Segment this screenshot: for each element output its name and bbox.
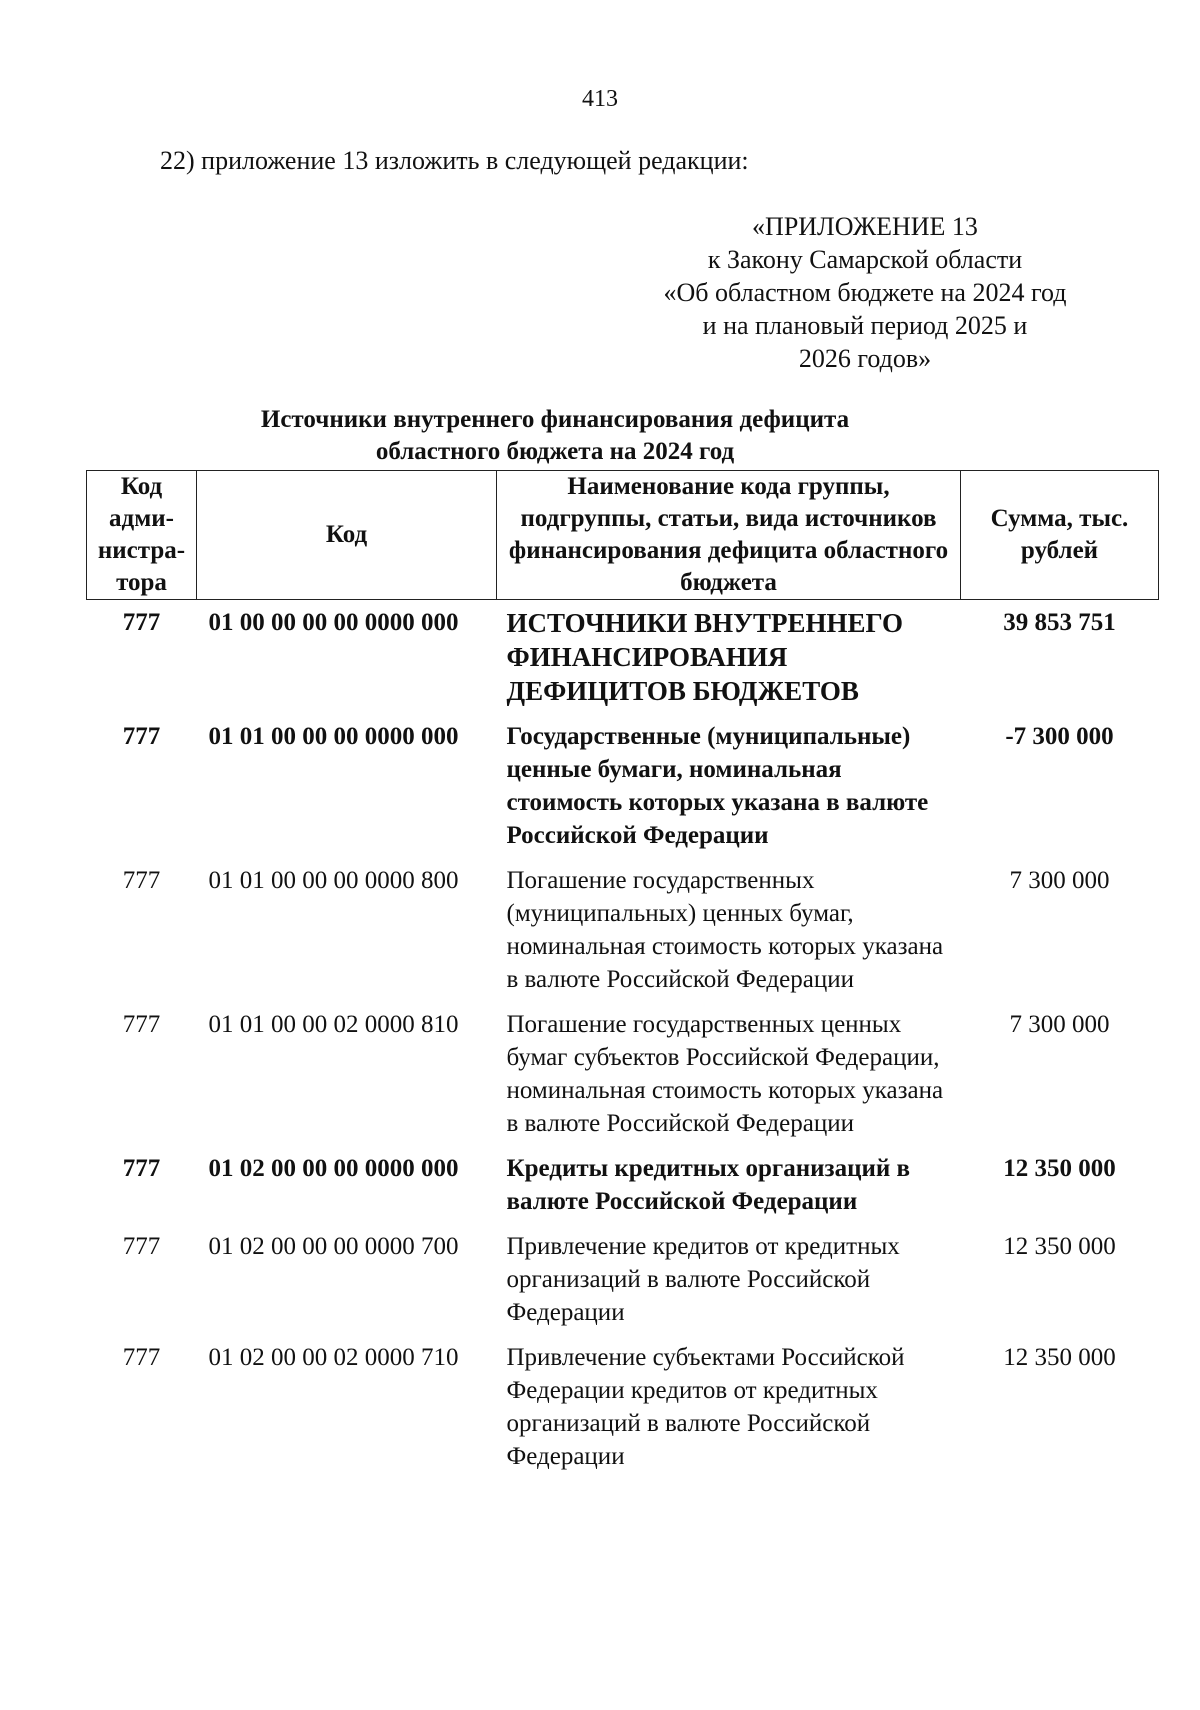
cell-name: Государственные (муниципальные) ценные бумаги, номинальная стоимость которых указана в валюте Российской Федерации bbox=[506, 723, 929, 849]
appendix-line: «ПРИЛОЖЕНИЕ 13 bbox=[752, 212, 978, 241]
cell-code: 01 00 00 00 00 0000 000 bbox=[208, 609, 459, 636]
cell-sum: 7 300 000 bbox=[1009, 867, 1110, 894]
table-row bbox=[87, 1002, 1159, 1146]
document-title bbox=[160, 404, 950, 468]
table-row bbox=[87, 714, 1159, 858]
document-title-line: Источники внутреннего финансирования дефицита bbox=[260, 406, 850, 433]
cell-admin: 777 bbox=[122, 723, 161, 750]
table-row bbox=[87, 858, 1159, 1002]
cell-sum: 39 853 751 bbox=[1003, 609, 1116, 636]
financing-sources-table bbox=[86, 470, 1159, 1479]
cell-name: Привлечение кредитов от кредитных организаций в валюте Российской Федерации bbox=[506, 1233, 900, 1326]
intro-text: 22) приложение 13 изложить в следующей редакции: bbox=[160, 146, 749, 175]
cell-sum: 12 350 000 bbox=[1003, 1344, 1116, 1371]
header-admin-code: Код адми-нистра-тора bbox=[87, 471, 197, 600]
cell-admin: 777 bbox=[122, 1233, 161, 1260]
cell-sum: 12 350 000 bbox=[1003, 1233, 1116, 1260]
appendix-line: и на плановый период 2025 и bbox=[702, 311, 1028, 340]
cell-code: 01 02 00 00 00 0000 700 bbox=[208, 1233, 459, 1260]
cell-admin: 777 bbox=[122, 1344, 161, 1371]
table-row bbox=[87, 1146, 1159, 1224]
cell-code: 01 01 00 00 02 0000 810 bbox=[208, 1011, 459, 1038]
cell-sum: 12 350 000 bbox=[1003, 1155, 1116, 1182]
document-title-line: областного бюджета на 2024 год bbox=[375, 438, 735, 465]
appendix-line: к Закону Самарской области bbox=[707, 245, 1023, 274]
table-row bbox=[87, 600, 1159, 715]
page-number: 413 bbox=[582, 86, 618, 112]
cell-admin: 777 bbox=[122, 867, 161, 894]
cell-admin: 777 bbox=[122, 1155, 161, 1182]
table-row bbox=[87, 1335, 1159, 1479]
appendix-line: «Об областном бюджете на 2024 год bbox=[663, 278, 1067, 307]
appendix-header bbox=[620, 210, 1110, 375]
cell-name: Привлечение субъектами Российской Федерации кредитов от кредитных организаций в валюте Российской Федерации bbox=[506, 1344, 905, 1470]
cell-code: 01 02 00 00 02 0000 710 bbox=[208, 1344, 459, 1371]
cell-admin: 777 bbox=[122, 609, 161, 636]
cell-code: 01 01 00 00 00 0000 800 bbox=[208, 867, 459, 894]
header-sum: Сумма, тыс. рублей bbox=[961, 471, 1159, 600]
cell-admin: 777 bbox=[122, 1011, 161, 1038]
appendix-line: 2026 годов» bbox=[798, 344, 932, 373]
cell-code: 01 01 00 00 00 0000 000 bbox=[208, 723, 459, 750]
cell-code: 01 02 00 00 00 0000 000 bbox=[208, 1155, 459, 1182]
cell-sum: 7 300 000 bbox=[1009, 1011, 1110, 1038]
cell-name: Погашение государственных ценных бумаг субъектов Российской Федерации, номинальная стоимость которых указана в валюте Российской Федерации bbox=[506, 1011, 944, 1137]
table-header-row bbox=[87, 471, 1159, 600]
cell-sum: -7 300 000 bbox=[1005, 723, 1114, 750]
cell-name: Кредиты кредитных организаций в валюте Российской Федерации bbox=[506, 1155, 911, 1215]
cell-name: ИСТОЧНИКИ ВНУТРЕННЕГО ФИНАНСИРОВАНИЯ ДЕФИЦИТОВ БЮДЖЕТОВ bbox=[506, 608, 903, 706]
cell-name: Погашение государственных (муниципальных) ценных бумаг, номинальная стоимость которых указана в валюте Российской Федерации bbox=[506, 867, 944, 993]
table-row bbox=[87, 1224, 1159, 1335]
header-code: Код bbox=[197, 471, 497, 600]
header-name: Наименование кода группы, подгруппы, статьи, вида источников финансирования дефицита областного бюджета bbox=[497, 471, 961, 600]
